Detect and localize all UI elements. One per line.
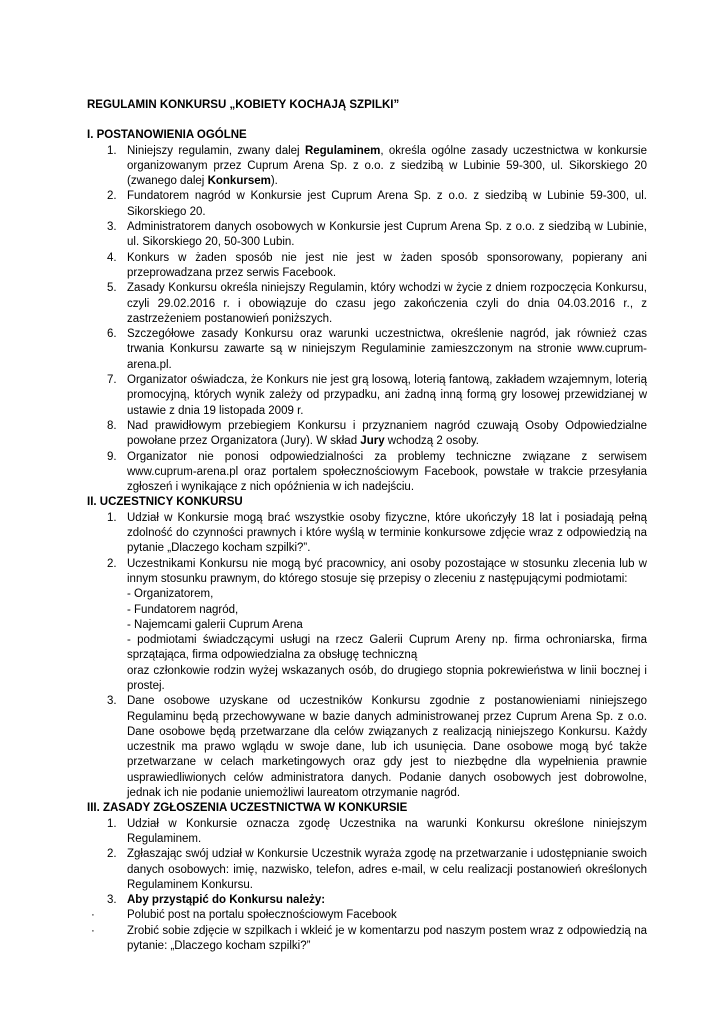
item-number: 3. bbox=[107, 894, 117, 907]
item-number: 8. bbox=[107, 419, 117, 432]
list-item bbox=[87, 220, 647, 251]
sub-item: - podmiotami świadczącymi usługi na rzecz Galerii Cuprum Areny np. firma ochroniarska, firma sprzątająca, firma odpowiedzialna za obsługę techniczną bbox=[127, 634, 647, 662]
item-text: Nad prawidłowym przebiegiem Konkursu i przyznaniem nagród czuwają Osoby Odpowiedzialne powołane przez Organizatora (Jury). W skład bbox=[127, 419, 647, 448]
item-bold-text: Aby przystąpić do Konkursu należy: bbox=[127, 894, 326, 907]
item-number: 7. bbox=[107, 374, 117, 387]
document-title: REGULAMIN KONKURSU „KOBIETY KOCHAJĄ SZPILKI” bbox=[87, 99, 400, 111]
item-number: 3. bbox=[107, 221, 117, 234]
item-number: 4. bbox=[107, 251, 117, 264]
item-bold-text: Regulaminem bbox=[304, 144, 381, 157]
item-text: Zrobić sobie zdjęcie w szpilkach i wkleić je w komentarzu pod naszym postem wraz z odpowiedzią na pytanie: „Dlaczego kocham szpilki?” bbox=[127, 924, 647, 953]
list-item bbox=[87, 144, 647, 190]
item-number: 6. bbox=[107, 328, 117, 341]
bullet-icon: · bbox=[91, 924, 95, 937]
list-item bbox=[87, 893, 647, 908]
item-bold-text: Jury bbox=[360, 435, 385, 448]
document-page bbox=[87, 98, 647, 954]
item-text: Szczegółowe zasady Konkursu oraz warunki uczestnictwa, określenie nagród, jak również czas trwania Konkursu zawarte są w niniejszym Regulaminie zamieszczonym na stronie www.cuprum-arena.pl. bbox=[127, 328, 647, 371]
sub-item: - Organizatorem, bbox=[127, 588, 214, 601]
sub-item: - Fundatorem nagród, bbox=[127, 603, 239, 616]
item-number: 9. bbox=[107, 450, 117, 463]
list-item bbox=[87, 373, 647, 419]
sub-item: - Najemcami galerii Cuprum Arena bbox=[127, 618, 303, 631]
list-item bbox=[87, 189, 647, 220]
list-item bbox=[87, 281, 647, 327]
bullet-item bbox=[87, 924, 647, 955]
item-text: Fundatorem nagród w Konkursie jest Cuprum Arena Sp. z o.o. z siedzibą w Lubinie 59-300, ul. Sikorskiego 20. bbox=[127, 190, 647, 218]
item-text: Udział w Konkursie oznacza zgodę Uczestnika na warunki Konkursu określone niniejszym Regulaminem. bbox=[127, 817, 647, 845]
bullet-item bbox=[87, 908, 647, 923]
item-number: 1. bbox=[107, 511, 117, 524]
item-text: Konkurs w żaden sposób nie jest nie jest w żaden sposób sponsorowany, popierany ani przeprowadzana przez serwis Facebook. bbox=[127, 251, 647, 279]
item-text: , określa ogólne zasady uczestnictwa w konkursie organizowanym przez Cuprum Arena Sp. z o.o. z siedzibą w Lubinie 59-300, ul. Sikorskiego 20 (zwanego dalej bbox=[127, 144, 647, 188]
item-text: Organizator oświadcza, że Konkurs nie jest grą losową, loterią fantową, zakładem wzajemnym, loterią promocyjną, których wynik zależy od przypadku, ani żadną inną formą gry losowej przewidzianej w ustawie z dnia 19 listopada 2009 r. bbox=[127, 374, 647, 417]
item-text: Uczestnikami Konkursu nie mogą być pracownicy, ani osoby pozostające w stosunku zlecenia lub w innym stosunku prawnym, do którego stosuje się przepisy o zleceniu z następującymi podmiotami: bbox=[127, 557, 647, 585]
item-text: ). bbox=[270, 175, 278, 188]
item-text: Organizator nie ponosi odpowiedzialności za problemy techniczne związane z serwisem www.cuprum-arena.pl oraz portalem społecznościowym Facebook, powstałe w trakcie przesyłania zgłoszeń i wynikające z nich opóźnienia w ich nadejściu. bbox=[127, 450, 647, 494]
item-number: 1. bbox=[107, 144, 117, 157]
section-heading: I. POSTANOWIENIA OGÓLNE bbox=[87, 129, 247, 142]
list-item bbox=[87, 450, 647, 496]
item-text: wchodzą 2 osoby. bbox=[384, 435, 479, 448]
list-item bbox=[87, 817, 647, 848]
item-text: Administratorem danych osobowych w Konkursie jest Cuprum Arena Sp. z o.o. z siedzibą w Lubinie, ul. Sikorskiego 20, 50-300 Lubin. bbox=[127, 221, 647, 249]
item-number: 2. bbox=[107, 190, 117, 203]
item-text: Udział w Konkursie mogą brać wszystkie osoby fizyczne, które ukończyły 18 lat i posiadają pełną zdolność do czynności prawnych i które wyślą w terminie konkursowe zdjęcie wraz z odpowiedzią na pytanie „Dlaczego kocham szpilki?”. bbox=[127, 511, 647, 555]
list-item bbox=[87, 511, 647, 557]
item-number: 2. bbox=[107, 557, 117, 570]
section-heading: III. ZASADY ZGŁOSZENIA UCZESTNICTWA W KONKURSIE bbox=[87, 802, 408, 815]
item-number: 2. bbox=[107, 848, 117, 861]
list-item bbox=[87, 327, 647, 373]
list-item bbox=[87, 557, 647, 695]
item-text: oraz członkowie rodzin wyżej wskazanych osób, do drugiego stopnia pokrewieństwa w linii bocznej i prostej. bbox=[127, 664, 647, 692]
item-number: 1. bbox=[107, 817, 117, 830]
item-text: Zgłaszając swój udział w Konkursie Uczestnik wyraża zgodę na przetwarzanie i udostępnianie swoich danych osobowych: imię, nazwisko, telefon, adres e-mail, w celu realizacji postanowień określonych Regulaminem Konkursu. bbox=[127, 848, 647, 891]
list-item bbox=[87, 419, 647, 450]
section-heading: II. UCZESTNICY KONKURSU bbox=[87, 496, 243, 509]
item-number: 5. bbox=[107, 282, 117, 295]
item-text: Zasady Konkursu określa niniejszy Regulamin, który wchodzi w życie z dniem rozpoczęcia Konkursu, czyli 29.02.2016 r. i obowiązuje do czasu jego zakończenia czyli do dnia 04.03.2016 r., z zastrzeżeniem postanowień poniższych. bbox=[127, 282, 647, 325]
list-item bbox=[87, 251, 647, 282]
item-bold-text: Konkursem bbox=[207, 175, 271, 188]
item-text: Niniejszy regulamin, zwany dalej bbox=[127, 144, 305, 157]
item-text: Dane osobowe uzyskane od uczestników Konkursu zgodnie z postanowieniami niniejszego Regulaminu będą przechowywane w bazie danych administrowanej przez Cuprum Arena Sp. z o.o. Dane osobowe będą przetwarzane dla celów związanych z realizacją niniejszego Konkursu. Każdy uczestnik ma prawo wglądu w swoje dane, lub ich usunięcia. Dane osobowe mogą być także przetwarzane w celach marketingowych oraz gdy jest to niezbędne dla wypełnienia prawnie usprawiedliwionych celów administratora danych. Podanie danych osobowych jest dobrowolne, jednak ich nie podanie uniemożliwi laureatom otrzymanie nagród. bbox=[127, 695, 647, 800]
item-text: Polubić post na portalu społecznościowym Facebook bbox=[127, 909, 397, 922]
list-item bbox=[87, 694, 647, 801]
list-item bbox=[87, 847, 647, 893]
bullet-icon: · bbox=[91, 909, 95, 922]
item-number: 3. bbox=[107, 695, 117, 708]
